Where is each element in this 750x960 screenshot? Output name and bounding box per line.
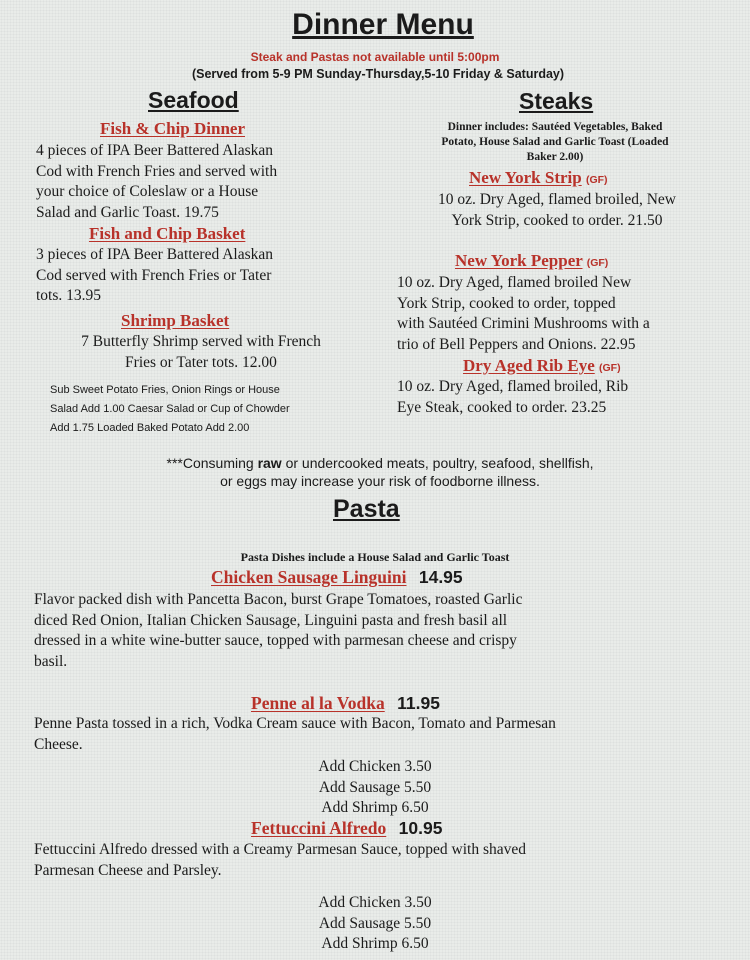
penne-vodka-title: Penne al la Vodka xyxy=(251,693,385,713)
page-title: Dinner Menu xyxy=(292,8,474,41)
shrimp-basket-title: Shrimp Basket xyxy=(121,311,230,330)
desc-line: Penne Pasta tossed in a rich, Vodka Cream sauce with Bacon, Tomato and Parmesan xyxy=(34,715,556,732)
note-line: Salad Add 1.00 Caesar Salad or Cup of Chowder xyxy=(50,403,290,415)
penne-vodka-addons xyxy=(260,757,490,819)
desc-line: Eye Steak, cooked to order. 23.25 xyxy=(397,398,607,416)
price: 10.95 xyxy=(398,818,443,838)
gluten-free-badge: (GF) xyxy=(585,174,608,186)
pasta-heading: Pasta xyxy=(333,495,400,523)
addon-line: Add Chicken 3.50 xyxy=(318,758,432,775)
desc-line: Parmesan Cheese and Parsley. xyxy=(34,861,222,879)
fettuccini-alfredo-desc xyxy=(34,840,734,881)
price: 14.95 xyxy=(418,567,463,587)
sides-substitution-note xyxy=(50,381,370,438)
new-york-pepper-title: New York Pepper xyxy=(455,251,583,270)
fettuccini-alfredo-title: Fettuccini Alfredo xyxy=(251,818,387,838)
desc-line: Fettuccini Alfredo dressed with a Creamy Parmesan Sauce, topped with shaved xyxy=(34,841,526,858)
consumer-advisory xyxy=(0,454,750,490)
steaks-includes-note xyxy=(395,120,715,165)
gluten-free-badge: (GF) xyxy=(586,257,609,269)
desc-line: 4 pieces of IPA Beer Battered Alaskan xyxy=(36,142,274,159)
rib-eye-title-row xyxy=(463,356,621,376)
note-line: Baker 2.00) xyxy=(526,151,584,163)
new-york-strip-desc xyxy=(398,190,716,231)
desc-line: York Strip, cooked to order, topped xyxy=(397,294,616,312)
note-line: Potato, House Salad and Garlic Toast (Loaded xyxy=(441,136,669,148)
desc-line: Flavor packed dish with Pancetta Bacon, burst Grape Tomatoes, roasted Garlic xyxy=(34,591,523,608)
desc-line: trio of Bell Peppers and Onions. 22.95 xyxy=(397,335,636,353)
addon-line: Add Shrimp 6.50 xyxy=(321,935,429,952)
steaks-heading: Steaks xyxy=(519,88,594,114)
note-line: Sub Sweet Potato Fries, Onion Rings or House xyxy=(50,384,280,396)
fish-chip-dinner-title: Fish & Chip Dinner xyxy=(100,119,245,138)
fettuccini-alfredo-addons xyxy=(260,893,490,955)
desc-line: basil. xyxy=(34,652,68,670)
desc-line: 10 oz. Dry Aged, flamed broiled, Rib xyxy=(397,378,629,395)
desc-line: Fries or Tater tots. 12.00 xyxy=(125,353,277,371)
addon-line: Add Sausage 5.50 xyxy=(318,778,432,796)
desc-line: 7 Butterfly Shrimp served with French xyxy=(81,333,321,350)
availability-note: Steak and Pastas not available until 5:00pm xyxy=(250,50,500,64)
new-york-strip-title-row xyxy=(469,168,608,188)
rib-eye-title: Dry Aged Rib Eye xyxy=(463,356,595,375)
desc-line: your choice of Coleslaw or a House xyxy=(36,183,259,200)
note-line: Dinner includes: Sautéed Vegetables, Baked xyxy=(447,121,663,133)
desc-line: diced Red Onion, Italian Chicken Sausage, Linguini pasta and fresh basil all xyxy=(34,611,508,629)
fish-chip-dinner-desc xyxy=(36,141,366,223)
desc-line: Cod with French Fries and served with xyxy=(36,162,278,180)
advisory-text: or eggs may increase your risk of foodborne illness. xyxy=(220,473,540,489)
seafood-heading: Seafood xyxy=(148,87,239,113)
addon-line: Add Chicken 3.50 xyxy=(318,894,432,911)
gluten-free-badge: (GF) xyxy=(599,362,621,374)
desc-line: tots. 13.95 xyxy=(36,287,102,304)
fish-chip-basket-title: Fish and Chip Basket xyxy=(89,224,246,243)
advisory-text: ***Consuming xyxy=(166,455,258,471)
advisory-emphasis: raw xyxy=(257,455,282,471)
price: 11.95 xyxy=(397,693,440,713)
pasta-includes-note: Pasta Dishes include a House Salad and Garlic Toast xyxy=(240,550,510,564)
desc-line: Salad and Garlic Toast. 19.75 xyxy=(36,203,219,221)
desc-line: 10 oz. Dry Aged, flamed broiled New xyxy=(397,274,632,291)
new-york-strip-title: New York Strip xyxy=(469,168,582,187)
chicken-sausage-linguini-title: Chicken Sausage Linguini xyxy=(211,567,407,587)
fish-chip-basket-desc xyxy=(36,245,366,307)
fettuccini-alfredo-title-row xyxy=(251,818,442,839)
desc-line: with Sautéed Crimini Mushrooms with a xyxy=(397,315,650,332)
addon-line: Add Shrimp 6.50 xyxy=(321,799,429,816)
hours-note: (Served from 5-9 PM Sunday-Thursday,5-10 Friday & Saturday) xyxy=(191,67,565,81)
shrimp-basket-desc xyxy=(36,332,366,373)
desc-line: 3 pieces of IPA Beer Battered Alaskan xyxy=(36,246,274,263)
note-line: Add 1.75 Loaded Baked Potato Add 2.00 xyxy=(50,422,250,434)
desc-line: Cod served with French Fries or Tater xyxy=(36,266,272,284)
penne-vodka-desc xyxy=(34,714,734,755)
chicken-sausage-linguini-desc xyxy=(34,590,724,672)
rib-eye-desc xyxy=(397,377,717,418)
desc-line: Cheese. xyxy=(34,735,83,753)
addon-line: Add Sausage 5.50 xyxy=(318,914,432,932)
desc-line: dressed in a white wine-butter sauce, topped with parmesan cheese and crispy xyxy=(34,632,517,649)
chicken-sausage-linguini-title-row xyxy=(211,567,463,588)
new-york-pepper-desc xyxy=(397,273,717,355)
desc-line: 10 oz. Dry Aged, flamed broiled, New xyxy=(437,191,677,208)
new-york-pepper-title-row xyxy=(455,251,608,271)
penne-vodka-title-row xyxy=(251,693,440,714)
desc-line: York Strip, cooked to order. 21.50 xyxy=(451,211,663,229)
advisory-text: or undercooked meats, poultry, seafood, shellfish, xyxy=(281,455,594,471)
